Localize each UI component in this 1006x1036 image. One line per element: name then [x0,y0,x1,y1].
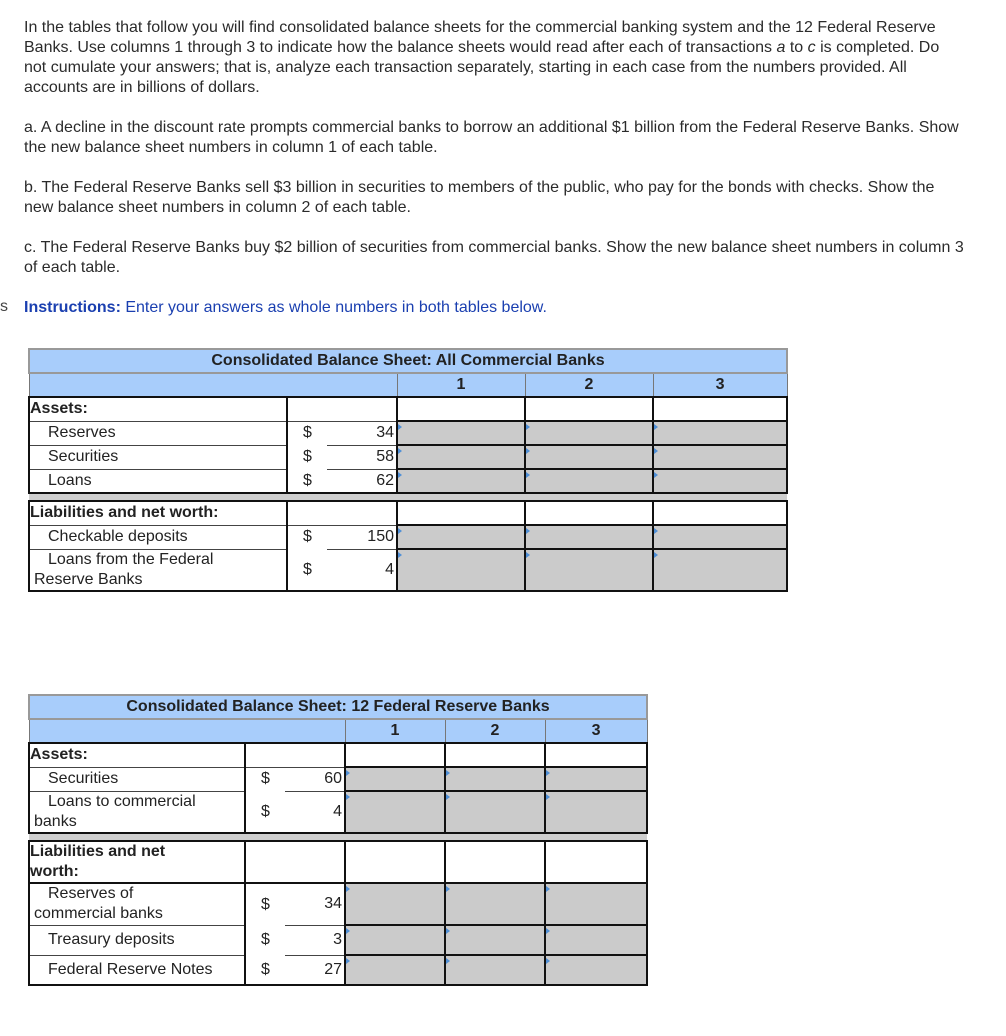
commercial-row-value: 150 [327,525,397,549]
fed-row-value: 3 [285,925,345,955]
separator-cell [29,493,787,501]
fed-row-label [29,791,245,833]
commercial-blank [653,501,787,525]
fed-blank [345,743,445,767]
commercial-banks-table [28,348,788,592]
answer-input[interactable] [345,791,445,833]
table-row [29,469,787,493]
fed-row-label: Federal Reserve Notes [29,955,245,985]
fed-row-label: Securities [29,767,245,791]
table-row [29,525,787,549]
commercial-blank [397,501,525,525]
label-line: Loans to commercial [48,792,196,810]
fed-blank [245,841,345,883]
commercial-row-value: 62 [327,469,397,493]
commercial-row-label [29,549,287,591]
instructions [24,298,964,318]
table-row [29,925,647,955]
answer-input[interactable] [445,767,545,791]
answer-input[interactable] [397,421,525,445]
intro-paragraph [24,18,964,98]
commercial-header-blank [29,373,397,397]
fed-header-blank [29,719,345,743]
answer-input[interactable] [397,469,525,493]
instructions-label: Instructions: [24,299,121,316]
intro-text-1: In the tables that follow you will find consolidated balance sheets for the commercial banking system and the 12 Federal Reserve Banks. Use columns 1 through 3 to indicate how the balance sheets would read after each of transactions [24,19,936,56]
answer-input[interactable] [545,791,647,833]
fed-col-3-header: 3 [545,719,647,743]
label-line: Liabilities and net [30,843,166,860]
answer-input[interactable] [445,925,545,955]
fed-banks-table [28,694,648,986]
commercial-blank [525,397,653,421]
currency-sign: $ [245,883,285,925]
separator-cell [29,833,647,841]
commercial-row-value: 58 [327,445,397,469]
separator [29,493,787,501]
fed-table-title: Consolidated Balance Sheet: 12 Federal Reserve Banks [29,695,647,719]
fed-row-label: Treasury deposits [29,925,245,955]
answer-input[interactable] [653,445,787,469]
commercial-col-2-header: 2 [525,373,653,397]
currency-sign: $ [287,421,327,445]
answer-input[interactable] [445,791,545,833]
answer-input[interactable] [397,445,525,469]
currency-sign: $ [287,445,327,469]
currency-sign: $ [287,469,327,493]
table-row [29,955,647,985]
answer-input[interactable] [445,883,545,925]
commercial-liab-heading: Liabilities and net worth: [29,501,287,525]
answer-input[interactable] [445,955,545,985]
commercial-row-label: Securities [29,445,287,469]
answer-input[interactable] [345,925,445,955]
transaction-c: c. The Federal Reserve Banks buy $2 billion of securities from commercial banks. Show the new balance sheet numbers in column 3 of each table. [24,239,964,276]
currency-sign: $ [287,525,327,549]
fed-col-1-header: 1 [345,719,445,743]
intro-var-c: c [807,39,816,56]
answer-input[interactable] [345,955,445,985]
answer-input[interactable] [653,469,787,493]
table-row [29,767,647,791]
label-line: banks [34,812,77,830]
label-line: worth: [30,863,79,880]
commercial-row-label: Checkable deposits [29,525,287,549]
fed-blank [545,743,647,767]
answer-input[interactable] [525,549,653,591]
answer-input[interactable] [545,767,647,791]
currency-sign: $ [245,791,285,833]
separator [29,833,647,841]
fed-blank [245,743,345,767]
table-row [29,421,787,445]
fed-liab-heading [29,841,245,883]
commercial-table-title: Consolidated Balance Sheet: All Commercial Banks [29,349,787,373]
answer-input[interactable] [525,445,653,469]
transaction-b: b. The Federal Reserve Banks sell $3 billion in securities to members of the public, who pay for the bonds with checks. Show the new balance sheet numbers in column 2 of each table. [24,179,935,216]
commercial-blank [525,501,653,525]
currency-sign: $ [245,925,285,955]
answer-input[interactable] [545,955,647,985]
intro-text-end: is completed. Do not cumulate your answers; that is, analyze each transaction separately, starting in each case from the numbers provided. All accounts are in billions of dollars. [24,39,940,96]
table-row [29,883,647,925]
label-line: commercial banks [34,905,163,923]
answer-input[interactable] [653,421,787,445]
commercial-row-label: Reserves [29,421,287,445]
table-row [29,445,787,469]
table-row [29,549,787,591]
fed-blank [545,841,647,883]
answer-input[interactable] [653,549,787,591]
intro-to: to [789,39,804,56]
currency-sign: $ [245,767,285,791]
commercial-assets-heading: Assets: [29,397,287,421]
commercial-row-value: 4 [327,549,397,591]
commercial-blank [653,397,787,421]
answer-input[interactable] [653,525,787,549]
transaction-a: a. A decline in the discount rate prompts commercial banks to borrow an additional $1 billion from the Federal Reserve Banks. Show the new balance sheet numbers in column 1 of each table. [24,119,959,156]
answer-input[interactable] [397,549,525,591]
commercial-col-1-header: 1 [397,373,525,397]
commercial-row-label: Loans [29,469,287,493]
answer-input[interactable] [525,469,653,493]
answer-input[interactable] [397,525,525,549]
answer-input[interactable] [545,925,647,955]
answer-input[interactable] [545,883,647,925]
commercial-blank [287,501,397,525]
fed-row-value: 60 [285,767,345,791]
commercial-row-value: 34 [327,421,397,445]
currency-sign: $ [245,955,285,985]
currency-sign: $ [287,549,327,591]
answer-input[interactable] [525,421,653,445]
fed-row-value: 34 [285,883,345,925]
commercial-blank [287,397,397,421]
label-line: Reserves of [48,885,134,903]
fed-col-2-header: 2 [445,719,545,743]
label-line: Loans from the Federal [48,550,214,568]
fed-row-label [29,883,245,925]
answer-input[interactable] [345,767,445,791]
fed-blank [445,743,545,767]
edge-glyph: s [0,298,8,315]
table-row [29,791,647,833]
answer-input[interactable] [345,883,445,925]
instructions-text: Enter your answers as whole numbers in both tables below. [125,299,547,316]
fed-blank [445,841,545,883]
fed-blank [345,841,445,883]
answer-input[interactable] [525,525,653,549]
fed-row-value: 4 [285,791,345,833]
label-line: Reserve Banks [34,570,143,588]
commercial-col-3-header: 3 [653,373,787,397]
intro-var-a: a [776,39,786,56]
fed-row-value: 27 [285,955,345,985]
commercial-blank [397,397,525,421]
fed-assets-heading: Assets: [29,743,245,767]
